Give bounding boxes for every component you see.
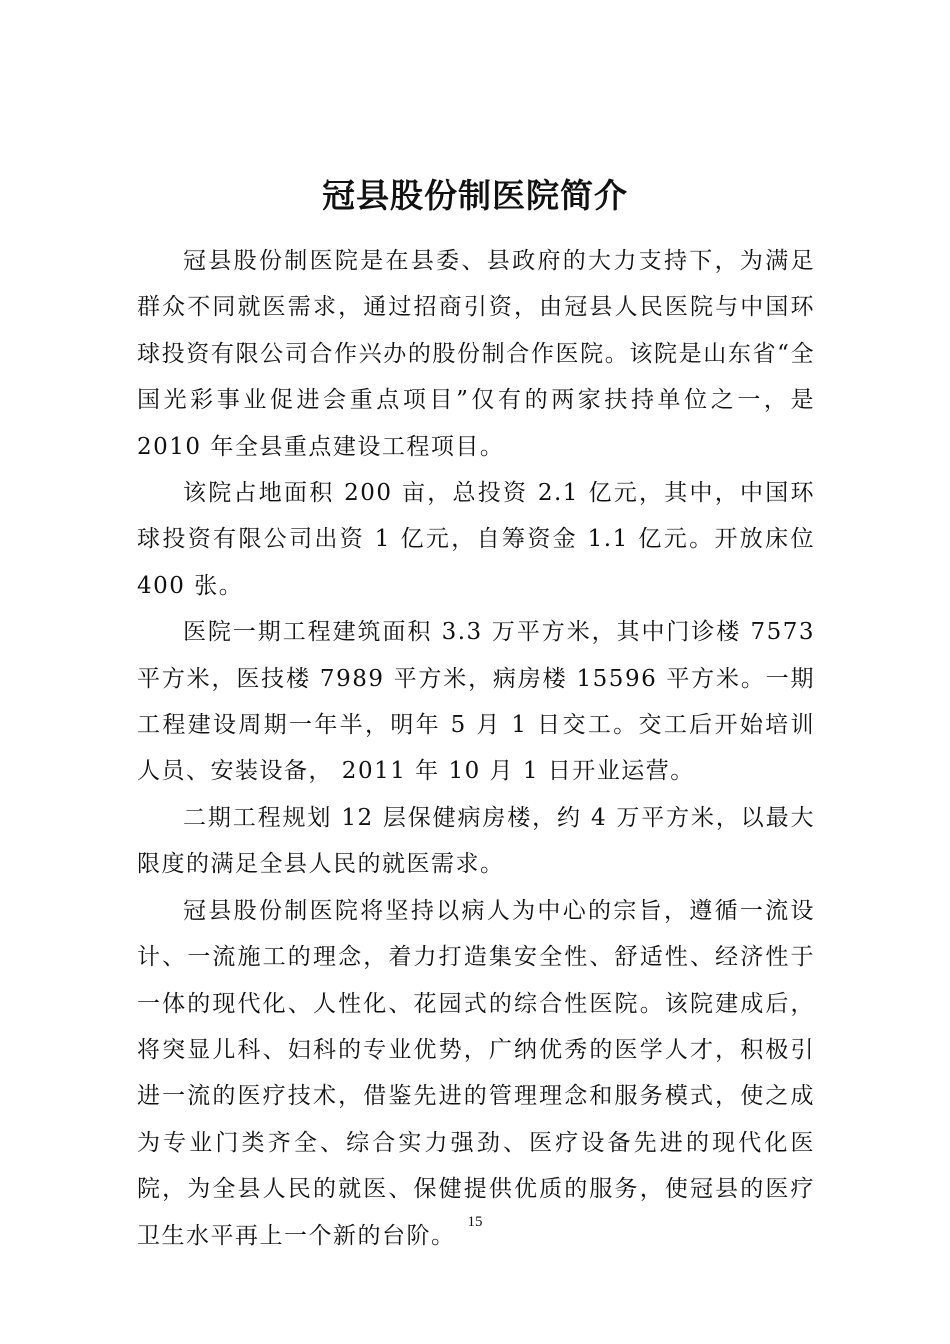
page-number: 15 bbox=[467, 1214, 483, 1230]
paragraph-intro: 冠县股份制医院是在县委、县政府的大力支持下，为满足群众不同就医需求，通过招商引资，由冠县人民医院与中国环球投资有限公司合作兴办的股份制合作医院。该院是山东省“全国光彩事业促进会重点项目”仅有的两家扶持单位之一，是 2010 年全县重点建设工程项目。 bbox=[137, 248, 815, 460]
paragraph-investment: 该院占地面积 200 亩，总投资 2.1 亿元，其中，中国环球投资有限公司出资 1 亿元，自筹资金 1.1 亿元。开放床位 400 张。 bbox=[137, 480, 815, 599]
document-title: 冠县股份制医院简介 bbox=[322, 176, 628, 215]
paragraph-phase-two: 二期工程规划 12 层保健病房楼，约 4 万平方米，以最大限度的满足全县人民的就医需求。 bbox=[137, 804, 815, 878]
document-body bbox=[137, 238, 815, 1259]
paragraph-phase-one: 医院一期工程建筑面积 3.3 万平方米，其中门诊楼 7573 平方米，医技楼 7989 平方米，病房楼 15596 平方米。一期工程建设周期一年半，明年 5 月 1 日交工。交工后开始培训人员、安装设备， 2011 年 10 月 1 日开业运营。 bbox=[137, 619, 815, 785]
paragraph-mission: 冠县股份制医院将坚持以病人为中心的宗旨，遵循一流设计、一流施工的理念，着力打造集安全性、舒适性、经济性于一体的现代化、人性化、花园式的综合性医院。该院建成后，将突显儿科、妇科的专业优势，广纳优秀的医学人才，积极引进一流的医疗技术，借鉴先进的管理理念和服务模式，使之成为专业门类齐全、综合实力强劲、医疗设备先进的现代化医院，为全县人民的就医、保健提供优质的服务，使冠县的医疗卫生水平再上一个新的台阶。 bbox=[137, 897, 815, 1249]
